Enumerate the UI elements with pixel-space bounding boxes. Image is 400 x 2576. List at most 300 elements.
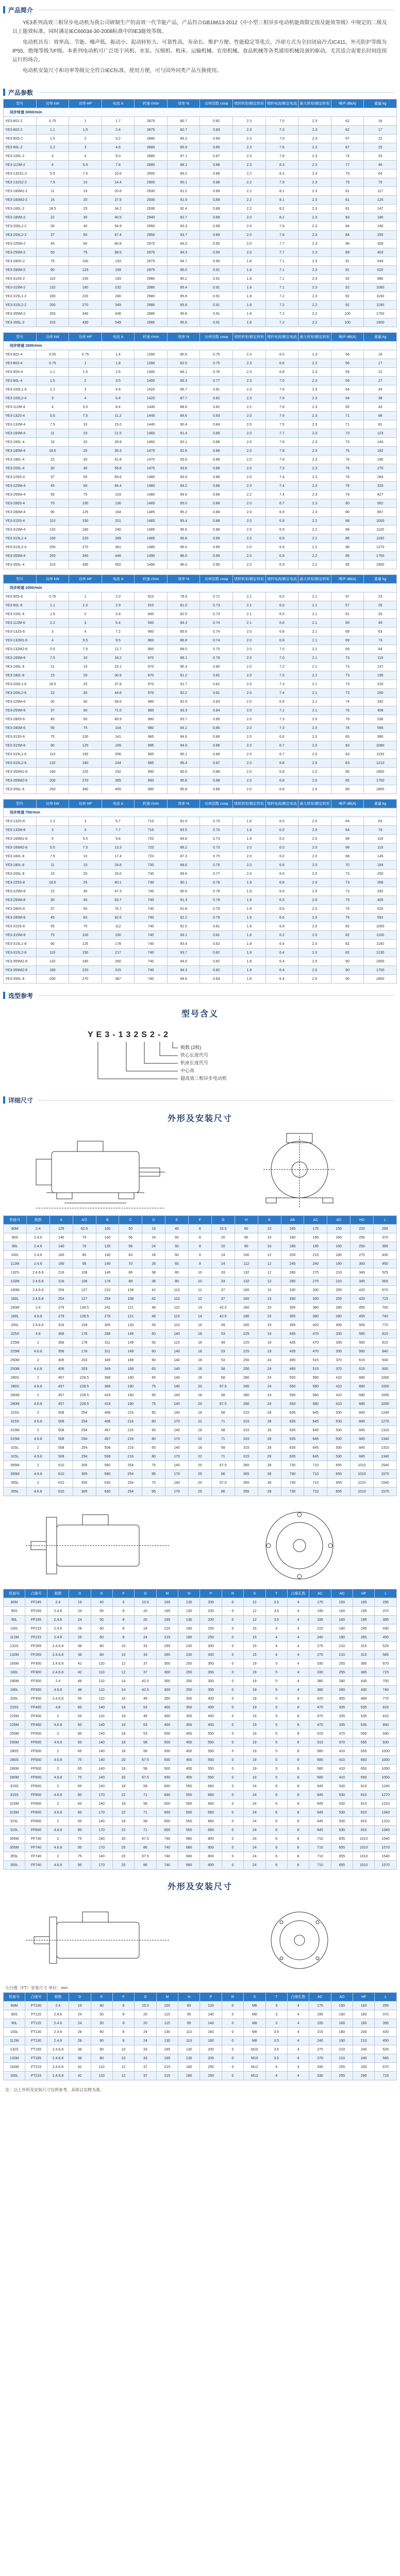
table-row <box>4 896 397 905</box>
table-cell: 6.7 <box>265 750 298 759</box>
table-cell: 94.6 <box>167 733 200 741</box>
table-cell: 7.2 <box>265 292 298 301</box>
table-cell: 2.0 <box>298 861 331 870</box>
table-cell: 655 <box>331 1861 353 1870</box>
model-cell: YE3-315L1-6 <box>4 750 37 759</box>
column-header: AB <box>281 1216 304 1225</box>
table-cell: 180 <box>331 2028 353 2037</box>
table-cell: 2.0 <box>233 768 266 776</box>
table-cell: 370 <box>375 2010 397 2019</box>
table-cell: 28 <box>258 1435 281 1444</box>
table-row <box>4 1747 397 1756</box>
table-row <box>4 1712 397 1721</box>
table-cell: 20 <box>135 2010 156 2019</box>
table-cell: 160 <box>353 2002 375 2010</box>
table-cell: 71 <box>211 1417 235 1426</box>
table-cell: 216 <box>119 1409 142 1417</box>
table-cell: 145 <box>364 852 397 861</box>
table-cell: 0.75 <box>200 852 233 861</box>
table-cell: 1600 <box>364 768 397 776</box>
table-cell: 86.7 <box>167 385 200 394</box>
table-cell: 64 <box>331 826 364 835</box>
model-cell: YE3-801-4 <box>4 350 37 359</box>
table-cell: 0.81 <box>200 671 233 680</box>
table-cell: 2.3 <box>298 403 331 412</box>
table-cell: 95 <box>142 1487 165 1496</box>
table-cell: 25 <box>112 1843 134 1852</box>
table-cell: 2.4.6.8 <box>47 1668 69 1677</box>
table-cell: 4 <box>287 1607 309 1616</box>
table-cell: 380 <box>309 1686 331 1694</box>
table-cell: 0.86 <box>200 473 233 482</box>
table-cell: 6.9 <box>265 517 298 526</box>
table-cell: 42 <box>142 1295 165 1303</box>
table-cell: 50 <box>69 905 102 913</box>
table-row <box>4 526 397 534</box>
table-cell: 6.4 <box>265 966 298 975</box>
table-cell: 115 <box>156 2010 178 2019</box>
model-cell: YE3-132S-6 <box>4 628 37 636</box>
table-cell: 1010 <box>351 1461 374 1470</box>
table-cell: 24 <box>258 1382 281 1391</box>
table-cell: 24 <box>258 1374 281 1382</box>
table-cell: 76 <box>331 913 364 922</box>
table-cell: 1700 <box>364 552 397 561</box>
table-cell: FT215 <box>25 2063 47 2072</box>
table-cell: 740 <box>135 905 168 913</box>
table-cell: 2.0 <box>102 592 135 601</box>
table-cell: 350 <box>200 1668 222 1677</box>
table-cell: 2.2 <box>233 403 266 412</box>
table-cell: 0 <box>222 1642 243 1651</box>
table-cell: 88.1 <box>167 161 200 170</box>
table-cell: 0.88 <box>200 178 233 187</box>
table-cell: 19 <box>244 1730 265 1738</box>
table-cell: 133 <box>119 1321 142 1330</box>
table-cell: 24 <box>135 2037 156 2045</box>
table-cell: 8 <box>112 2019 134 2028</box>
table-cell: 720 <box>135 852 168 861</box>
table-cell: 2.4.6 <box>26 1233 49 1242</box>
table-cell: 508 <box>49 1417 73 1426</box>
table-cell: 14 <box>112 1677 134 1686</box>
table-cell: 160 <box>331 2019 353 2028</box>
table-cell: 90 <box>36 266 69 275</box>
table-cell: 1190 <box>364 301 397 310</box>
table-cell: 15 <box>244 1633 265 1642</box>
table-cell: 770 <box>374 1321 397 1330</box>
model-cell: YE3-280M-6 <box>4 724 37 733</box>
table-cell: 140 <box>91 1738 112 1747</box>
table-cell: 1470 <box>135 464 168 473</box>
table-cell: 275 <box>309 2054 331 2063</box>
table-cell: 210 <box>327 1268 351 1277</box>
table-cell: M10 <box>244 2054 265 2063</box>
table-cell: 33 <box>135 1651 156 1659</box>
table-cell: 0.84 <box>200 420 233 429</box>
column-header: HF <box>353 1993 375 2002</box>
table-cell: 84.4 <box>102 482 135 490</box>
table-cell: 0.80 <box>200 663 233 671</box>
column-header: P <box>200 1993 222 2002</box>
table-cell: 430 <box>353 1677 375 1686</box>
table-cell: 450 <box>200 1703 222 1712</box>
table-cell: 150 <box>69 275 102 283</box>
table-cell: 80.8 <box>102 240 135 248</box>
table-cell: 435 <box>281 1347 304 1356</box>
table-cell: 15 <box>69 861 102 870</box>
table-cell: 245 <box>281 1260 304 1268</box>
table-cell: 0 <box>222 1651 243 1659</box>
table-row <box>4 724 397 733</box>
table-cell: 2.0 <box>298 913 331 922</box>
column-header: 功率 HP <box>69 333 102 342</box>
table-cell: 279 <box>96 1312 119 1321</box>
table-cell: 549 <box>102 318 135 327</box>
table-cell: 140 <box>91 1747 112 1756</box>
table-cell: 250 <box>178 1686 200 1694</box>
table-cell: 8 <box>287 1791 309 1800</box>
table-cell: 8 <box>287 1721 309 1730</box>
table-cell: 645 <box>304 1426 327 1435</box>
table-cell: 15.5 <box>211 1225 235 1233</box>
table-cell: 123 <box>364 429 397 438</box>
model-cell: YE3-315L2-4 <box>4 543 37 552</box>
table-cell: 595 <box>364 724 397 733</box>
table-cell: 6.0 <box>265 592 298 601</box>
table-cell: 8 <box>287 1861 309 1870</box>
table-row <box>4 826 397 835</box>
table-cell: 600 <box>156 1782 178 1791</box>
table-cell: 280 <box>235 1382 258 1391</box>
table-cell: 400 <box>156 1703 178 1712</box>
table-cell: 3.5 <box>265 1598 287 1607</box>
table-cell: 600 <box>156 1791 178 1800</box>
table-cell: 592 <box>364 913 397 922</box>
table-cell: 355 <box>235 1479 258 1487</box>
table-cell: 83 <box>331 213 364 222</box>
column-header: 堵转转矩/额定转矩 <box>233 575 266 584</box>
table-cell: 38 <box>142 1277 165 1286</box>
table-cell: 990 <box>135 785 168 794</box>
table-cell: 420 <box>304 1321 327 1330</box>
table-cell: 315 <box>235 1409 258 1417</box>
table-cell: 2.2 <box>298 543 331 552</box>
flange-dimension-table <box>3 1589 397 1870</box>
table-cell: 79 <box>331 178 364 187</box>
table-cell: 71 <box>331 412 364 420</box>
table-cell: 720 <box>135 843 168 852</box>
table-cell: 12.7 <box>102 645 135 654</box>
table-cell: 2 <box>26 1356 49 1365</box>
table-row <box>4 2045 397 2054</box>
table-cell: 311 <box>96 1347 119 1356</box>
table-cell: 2.0 <box>298 852 331 861</box>
speed-row <box>4 342 397 350</box>
table-cell: 315 <box>353 1651 375 1659</box>
table-cell: 215 <box>309 1624 331 1633</box>
column-header: AC <box>304 1216 327 1225</box>
table-cell: 8.4 <box>102 403 135 412</box>
table-cell: 0.75 <box>200 359 233 368</box>
table-cell: 80 <box>331 508 364 517</box>
table-cell: 740 <box>135 966 168 975</box>
table-cell: 1.9 <box>233 835 266 843</box>
table-cell: 490 <box>281 1356 304 1365</box>
table-cell: 4 <box>265 1624 287 1633</box>
table-row <box>4 1843 397 1852</box>
table-cell: 1310 <box>374 1426 397 1435</box>
model-cell: YE3-90L-4 <box>4 377 37 385</box>
table-cell: 69.6 <box>102 473 135 482</box>
table-cell: 740 <box>135 913 168 922</box>
table-cell: 245 <box>353 1624 375 1633</box>
model-cell: YE3-160M-4 <box>4 429 37 438</box>
table-cell: 970 <box>135 654 168 663</box>
table-cell: 24 <box>258 1365 281 1374</box>
table-cell: 490 <box>281 1365 304 1374</box>
table-cell: 420 <box>351 1286 374 1295</box>
table-row <box>4 1721 397 1730</box>
table-row <box>4 152 397 161</box>
table-cell: 655 <box>331 1843 353 1852</box>
table-cell: 450 <box>178 1756 200 1765</box>
table-cell: 740 <box>135 948 168 957</box>
table-cell: 1490 <box>135 552 168 561</box>
table-cell: 5 <box>265 1677 287 1686</box>
model-cell: YE3-280M-4 <box>4 508 37 517</box>
table-cell: 3 <box>69 385 102 394</box>
table-cell: 2 <box>26 1409 49 1417</box>
table-cell: 110 <box>91 1659 112 1668</box>
table-cell: 2.0 <box>233 543 266 552</box>
table-cell: 2.2 <box>233 187 266 196</box>
table-cell: 0.79 <box>200 913 233 922</box>
table-cell: 60 <box>69 482 102 490</box>
table-cell: FF740 <box>25 1843 47 1852</box>
table-cell: 280 <box>235 1391 258 1400</box>
model-cell: YE3-180L-4 <box>4 455 37 464</box>
table-cell: 73 <box>331 689 364 698</box>
table-cell: 24 <box>142 1242 165 1251</box>
table-cell: 730 <box>281 1479 304 1487</box>
table-cell: 2.4.6 <box>26 1251 49 1260</box>
table-cell: 15 <box>258 1295 281 1303</box>
column-header: 凸缘孔数 <box>287 1589 309 1598</box>
model-cell: YE3-90S-2 <box>4 134 37 143</box>
table-cell: 19 <box>258 1330 281 1338</box>
param-table-block <box>3 799 397 984</box>
table-cell: 22 <box>364 134 397 143</box>
table-row <box>4 257 397 266</box>
table-cell: 215 <box>156 1624 178 1633</box>
table-cell: 121 <box>119 1312 142 1321</box>
table-cell: 215 <box>309 2028 331 2037</box>
table-cell: 73 <box>331 429 364 438</box>
table-cell: 0 <box>222 1616 243 1624</box>
table-row <box>4 187 397 196</box>
table-cell: 60 <box>69 240 102 248</box>
table-cell: 132 <box>235 1268 258 1277</box>
table-cell: 90S <box>4 1607 25 1616</box>
table-cell: 55 <box>36 922 69 931</box>
table-cell: 395 <box>375 2019 397 2028</box>
table-cell: 15 <box>69 187 102 196</box>
table-cell: 200 <box>36 776 69 785</box>
table-cell: 1050 <box>375 1773 397 1782</box>
table-cell: 1700 <box>364 776 397 785</box>
table-cell: 2.3 <box>298 368 331 377</box>
selection-title: 选型参考 <box>8 992 34 999</box>
table-row <box>4 1356 397 1365</box>
table-cell: 5.5 <box>36 412 69 420</box>
table-cell: 2.0 <box>298 905 331 913</box>
table-cell: 110 <box>91 2072 112 2080</box>
table-cell: 7.4 <box>265 689 298 698</box>
table-cell: 6.6 <box>265 861 298 870</box>
column-header: F <box>112 1589 134 1598</box>
table-cell: 91 <box>331 266 364 275</box>
table-cell: 980 <box>135 706 168 715</box>
table-cell: 0.89 <box>200 534 233 543</box>
table-cell: 770 <box>375 1694 397 1703</box>
model-cell: YE3-315L2-2 <box>4 301 37 310</box>
column-header: 噪声 dB(A) <box>331 99 364 108</box>
table-cell: 11 <box>36 861 69 870</box>
table-cell: 5 <box>265 1703 287 1712</box>
table-cell: 2.4.6 <box>26 1260 49 1268</box>
table-cell: 2 <box>47 1747 69 1756</box>
table-cell: 62 <box>331 117 364 126</box>
table-cell: 250 <box>178 1677 200 1686</box>
table-row <box>4 1444 397 1452</box>
table-cell: 254 <box>73 1417 96 1426</box>
column-header: 堵转转矩/额定转矩 <box>233 99 266 108</box>
table-cell: 24 <box>258 1400 281 1409</box>
table-cell: 16 <box>112 1694 134 1703</box>
table-cell: 620 <box>364 266 397 275</box>
table-cell: 7.3 <box>265 680 298 689</box>
table-cell: 96.0 <box>167 552 200 561</box>
speed-row <box>4 108 397 117</box>
table-cell: 330 <box>281 1286 304 1295</box>
table-cell: 80 <box>142 1435 165 1444</box>
table-cell: 300 <box>200 1642 222 1651</box>
table-cell: 4 <box>287 1616 309 1624</box>
table-cell: 315 <box>36 561 69 569</box>
table-cell: 6.9 <box>265 561 298 569</box>
table-cell: 0 <box>222 1800 243 1808</box>
table-cell: 74 <box>331 698 364 706</box>
table-cell: 33.0 <box>102 870 135 878</box>
table-cell: 8 <box>287 1852 309 1861</box>
table-cell: 3 <box>36 628 69 636</box>
table-cell: 95.2 <box>167 275 200 283</box>
table-cell: 2875 <box>135 126 168 134</box>
table-cell: 2.2 <box>233 170 266 178</box>
table-cell: 368 <box>96 1374 119 1382</box>
table-row <box>4 2037 397 2045</box>
table-cell: 2.3 <box>298 126 331 134</box>
table-cell: 20 <box>69 671 102 680</box>
table-cell: 80 <box>69 1808 91 1817</box>
table-cell: 75 <box>36 931 69 940</box>
table-cell: 1.1 <box>36 126 69 134</box>
table-cell: 125 <box>69 741 102 750</box>
table-cell: 520 <box>364 905 397 913</box>
table-header-row <box>4 575 397 584</box>
table-cell: 84 <box>331 222 364 231</box>
table-cell: 7.5 <box>265 420 298 429</box>
table-cell: 165 <box>156 2054 178 2063</box>
table-cell: 79 <box>331 170 364 178</box>
table-cell: 349 <box>102 301 135 310</box>
table-row <box>4 1286 397 1295</box>
table-cell: 355M <box>4 1843 25 1852</box>
table-cell: 65 <box>142 1391 165 1400</box>
column-header: 功率 kW <box>36 99 69 108</box>
table-cell: 6.0 <box>102 152 135 161</box>
table-cell: 635 <box>281 1417 304 1426</box>
table-cell: 15 <box>258 1286 281 1295</box>
table-cell: 11 <box>36 187 69 196</box>
table-cell: 24 <box>244 1826 265 1835</box>
table-cell: 58 <box>135 1782 156 1791</box>
table-cell: 76.7 <box>102 905 135 913</box>
table-row <box>4 636 397 645</box>
table-cell: 65 <box>142 1444 165 1452</box>
table-cell: 1000 <box>364 922 397 931</box>
table-row <box>4 1435 397 1444</box>
table-cell: 180 <box>178 2063 200 2072</box>
table-cell: 270 <box>69 301 102 310</box>
table-cell: 6.5 <box>265 896 298 905</box>
table-row <box>4 1773 397 1782</box>
table-cell: 86 <box>211 1487 235 1496</box>
table-cell: 419 <box>96 1391 119 1400</box>
table-cell: 38 <box>69 1651 91 1659</box>
table-row <box>4 843 397 852</box>
table-row <box>4 1260 397 1268</box>
table-cell: 2930 <box>135 187 168 196</box>
legend-item: 极数 (2极) <box>180 1045 202 1050</box>
table-cell: 170 <box>165 1452 189 1461</box>
table-cell: FF500 <box>25 1730 47 1738</box>
table-row <box>4 240 397 248</box>
table-row <box>4 403 397 412</box>
table-cell: 2.0 <box>233 222 266 231</box>
table-cell: 2.1 <box>298 698 331 706</box>
table-cell: 130 <box>156 2037 178 2045</box>
intro-section-header <box>0 3 400 16</box>
table-cell: 2.0 <box>233 843 266 852</box>
table-cell: 10 <box>189 1268 212 1277</box>
table-cell: 90L <box>4 1242 27 1251</box>
table-cell: 254 <box>73 1452 96 1461</box>
table-row <box>4 1242 397 1251</box>
table-cell: 42.5 <box>211 1312 235 1321</box>
table-cell: 6.0 <box>265 835 298 843</box>
table-cell: 24 <box>211 1260 235 1268</box>
table-cell: 180 <box>353 2019 375 2028</box>
table-cell: 2.0 <box>298 878 331 887</box>
table-row <box>4 1651 397 1659</box>
param-table-block <box>3 574 397 794</box>
table-row <box>4 1426 397 1435</box>
table-cell: 2.2 <box>36 143 69 152</box>
table-row <box>4 1374 397 1382</box>
table-cell: 2.0 <box>233 526 266 534</box>
